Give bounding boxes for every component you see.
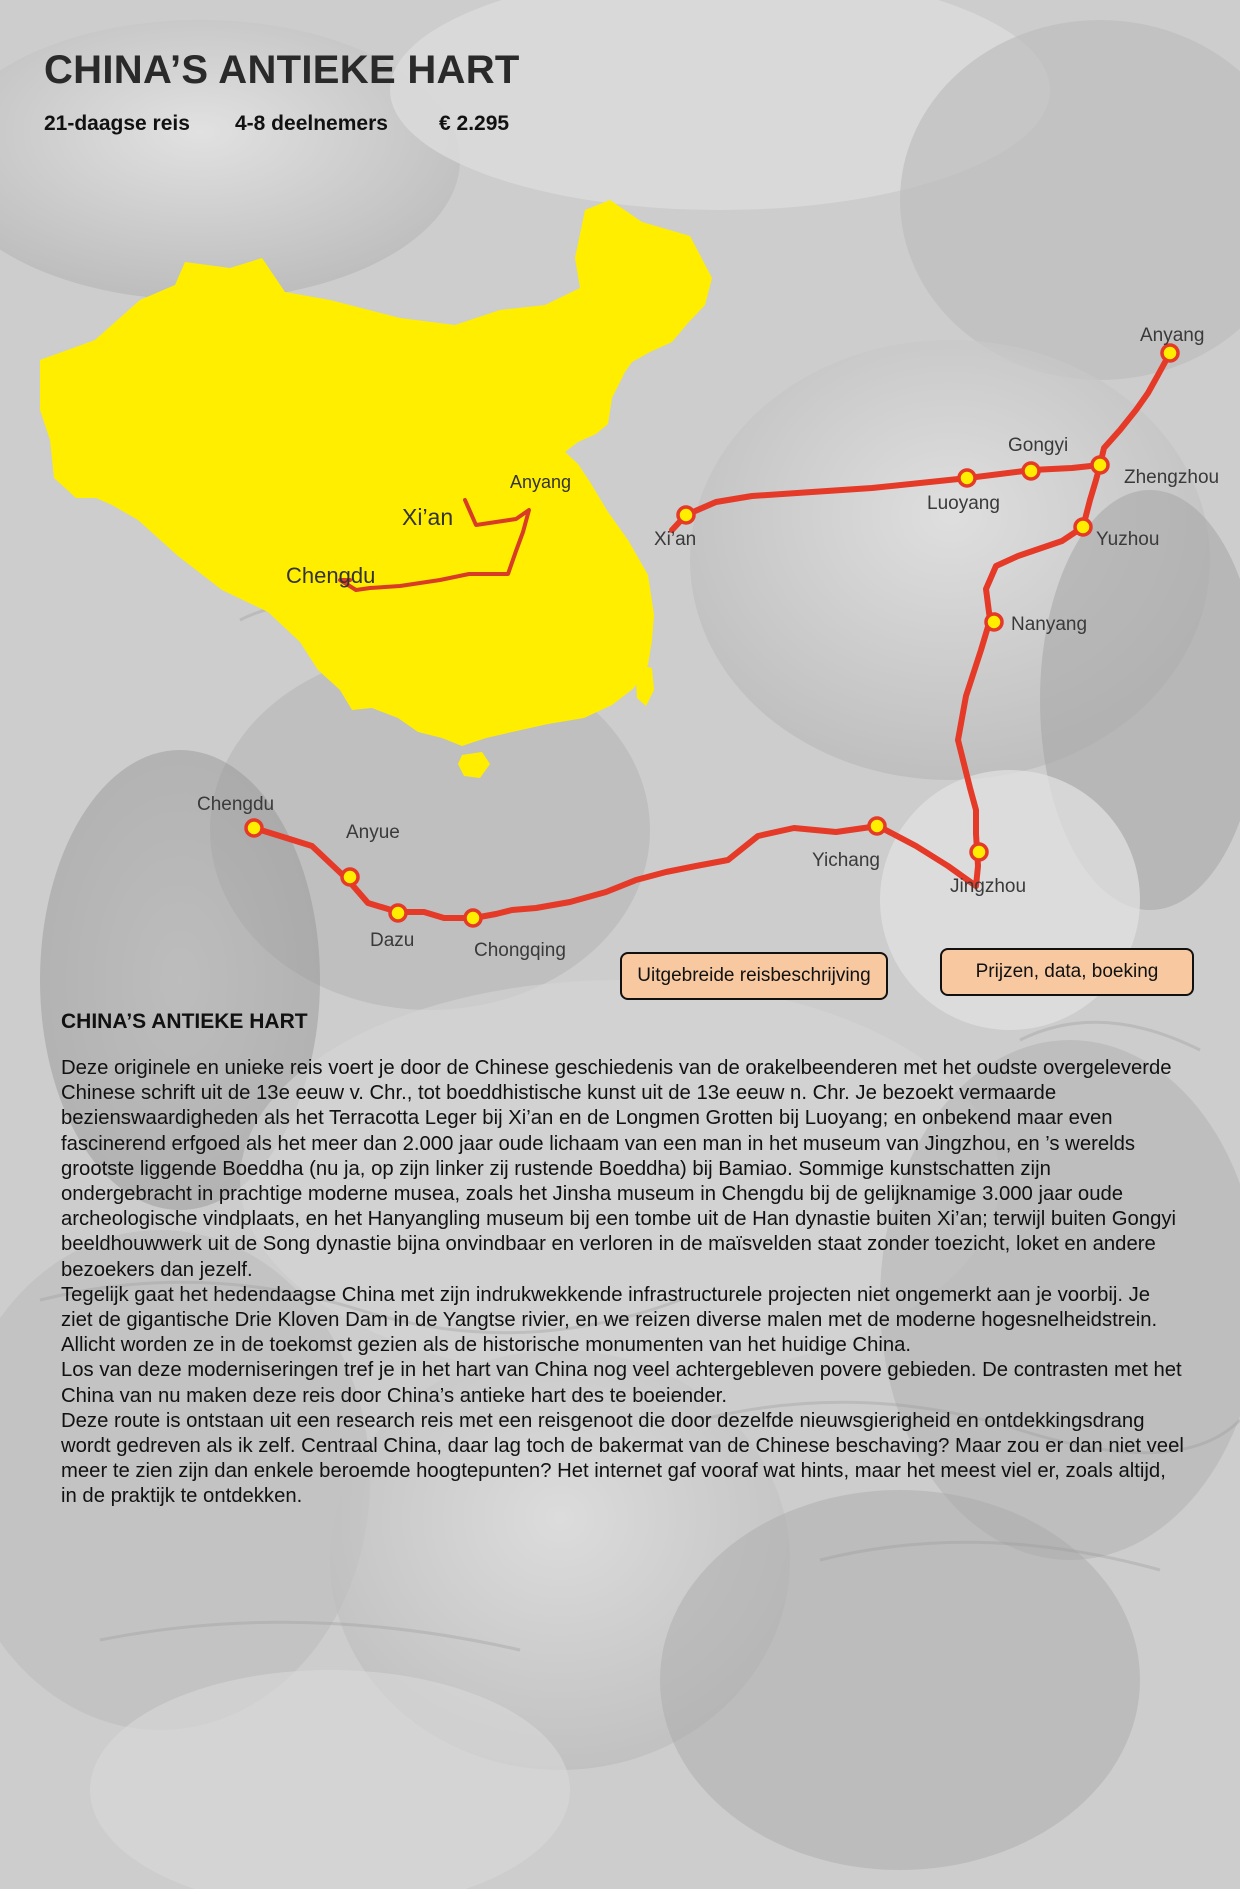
extended-description-button[interactable]: Uitgebreide reisbeschrijving [620,952,888,1000]
taiwan-outline [636,665,654,706]
trip-participants: 4-8 deelnemers [235,112,388,135]
marker-chengdu [246,820,262,836]
label-yuzhou: Yuzhou [1096,529,1160,550]
label-nanyang: Nanyang [1011,614,1088,635]
marker-yuzhou [1075,519,1091,535]
marker-anyue [342,869,358,885]
marker-gongyi [1023,463,1039,479]
article-paragraph-3: Los van deze moderniseringen tref je in het hart van China nog veel achtergebleven povere gebieden. De contrasten met het China van nu maken deze reis door China’s antieke hart des te boeiender. [61,1359,1182,1407]
marker-yichang [869,818,885,834]
article-paragraph-4: Deze route is ontstaan uit een research reis met een reisgenoot die door dezelfde nieuwsgierigheid en ontdekkingsdrang wordt gedreven als ik zelf. Centraal China, daar lag toch de bakermat van de Chinese beschaving? Maar zou er dan niet veel meer te zien zijn dan enkele beroemde hoogtepunten? Het internet gaf vooraf wat hints, maar het meest viel er, zoals altijd, in de praktijk te ontdekken. [61,1409,1184,1508]
label-zhengzhou: Zhengzhou [1124,467,1220,488]
marker-anyang [1162,345,1178,361]
prices-dates-booking-button[interactable]: Prijzen, data, boeking [940,948,1194,996]
label-chengdu: Chengdu [197,794,275,815]
label-yichang: Yichang [812,850,880,871]
trip-price: € 2.295 [439,112,510,135]
article-paragraph-1: Deze originele en unieke reis voert je door de Chinese geschiedenis van de orakelbeenderen met het oudste overgeleverde Chinese schrift uit de 13e eeuw v. Chr., tot boeddhistische kunst uit de 13e eeuw n. Chr. Je bezoekt vermaarde bezienswaardigheden als het Terracotta Leger bij Xi’an en de Longmen Grotten bij Luoyang; en onbekend maar even fascinerend erfgoed als het meer dan 2.000 jaar oude lichaam van een man in het museum van Jingzhou, en ’s werelds grootste liggende Boeddha (nu ja, op zijn linker zij rustende Boeddha) bij Bamiao. Sommige kunstschatten zijn ondergebracht in prachtige moderne musea, zoals het Jinsha museum in Chengdu bij de gelijknamige 3.000 jaar oude archeologische vindplaats, en het Hanyangling museum bij een tombe uit de Han dynastie buiten Xi’an; terwijl buiten Gongyi beeldhouwwerk uit de Song dynastie bijna onvindbaar en verloren in de maïsvelden staat zonder toezicht, loket en andere bezoekers dan jezelf. [61,1057,1177,1281]
marker-xian [678,507,694,523]
route-map [0,180,1240,960]
article-paragraph-2: Tegelijk gaat het hedendaagse China met zijn indrukwekkende infrastructurele projecten niet ongemerkt aan je voorbij. Je ziet de gigantische Drie Kloven Dam in de Yangtse rivier, en we reizen diverse malen met de moderne hogesnelheidstrein. Allicht worden ze in de toekomst gezien als de historische monumenten van het huidige China. [61,1283,1158,1357]
label-xian: Xi’an [654,529,697,550]
label-chongqing: Chongqing [474,940,566,960]
article-heading: CHINA’S ANTIEKE HART [61,1010,308,1033]
hainan-outline [458,752,490,778]
marker-chongqing [465,910,481,926]
page-title: CHINA’S ANTIEKE HART [44,48,520,92]
inset-label-xian: Xi’an [402,504,454,530]
article-body [61,1056,1186,1510]
marker-zhengzhou [1092,457,1108,473]
marker-dazu [390,905,406,921]
label-anyang: Anyang [1140,325,1205,346]
marker-nanyang [986,614,1002,630]
label-luoyang: Luoyang [927,493,1000,514]
inset-label-chengdu: Chengdu [286,563,376,588]
marker-luoyang [959,470,975,486]
label-gongyi: Gongyi [1008,435,1069,456]
inset-label-anyang: Anyang [510,472,572,492]
label-anyue: Anyue [346,822,400,843]
label-jingzhou: Jingzhou [950,876,1027,897]
trip-duration: 21-daagse reis [44,112,190,135]
marker-jingzhou [971,844,987,860]
china-outline [40,200,712,746]
label-dazu: Dazu [370,930,415,951]
